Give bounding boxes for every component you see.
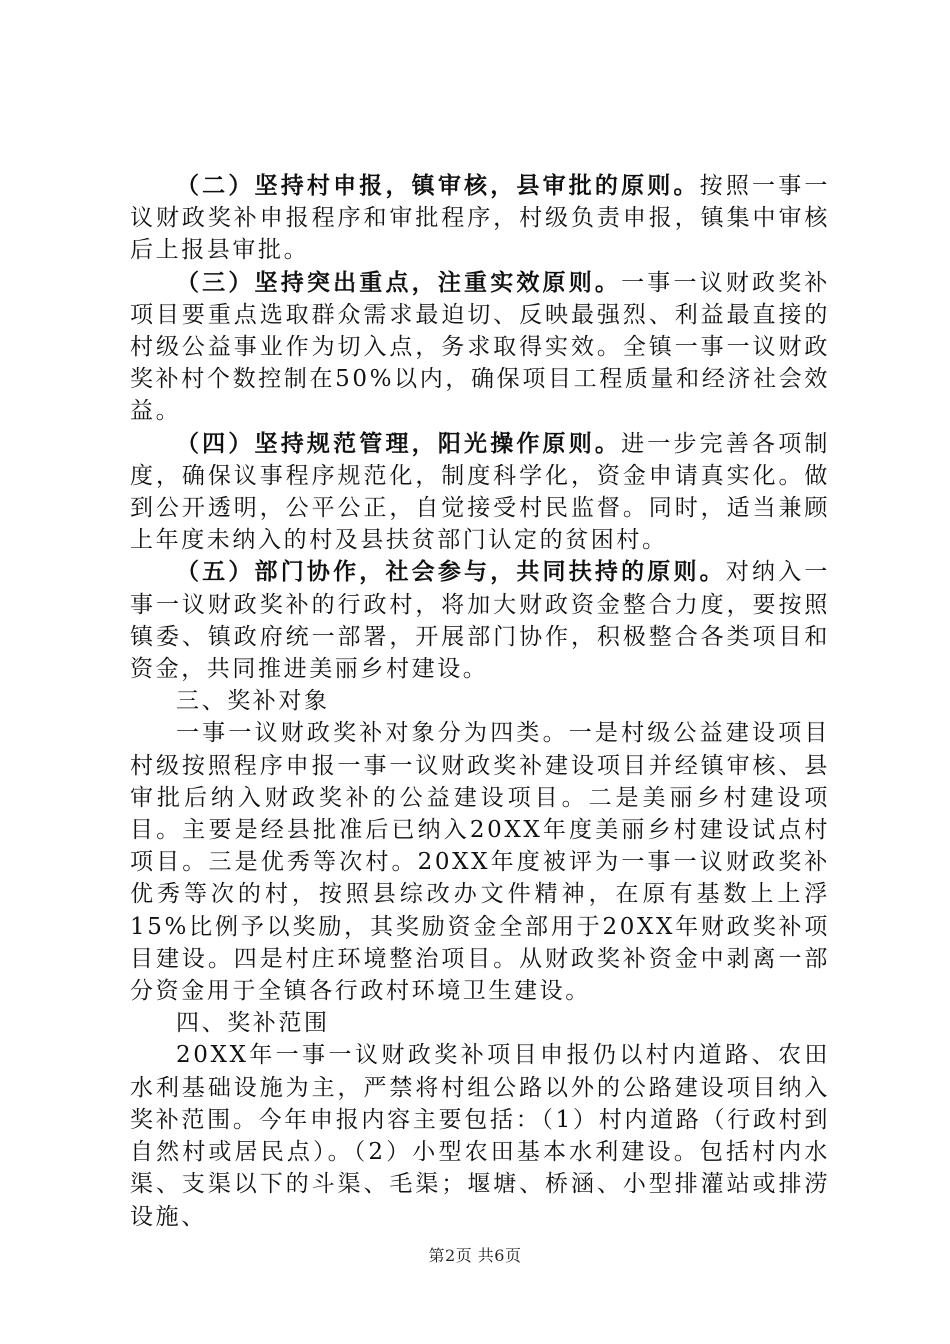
section-heading-3: 三、奖补对象 xyxy=(176,688,330,715)
principle-text-2: 按照一事一议财政奖补申报程序和审批程序，村级负责申报，镇集中审核后上报县审批。 xyxy=(130,173,831,264)
principle-heading-2: （二）坚持村申报，镇审核，县审批的原则。 xyxy=(176,172,700,199)
section-text-4: 20XX年一事一议财政奖补项目申报仍以村内道路、农田水利基础设施为主，严禁将村组公路以外的公路建设项目纳入奖补范围。今年申报内容主要包括：（1）村内道路（行政村到自然村或居民点）。（2）小型农田基本水利建设。包括村内水渠、支渠以下的斗渠、毛渠；堰塘、桥涵、小型排灌站或排涝设施、 xyxy=(130,1042,830,1230)
principle-heading-4: （四）坚持规范管理，阳光操作原则。 xyxy=(176,429,622,457)
section-text-3: 一事一议财政奖补对象分为四类。一是村级公益建设项目村级按照程序申报一事一议财政奖补建设项目并经镇审核、县审批后纳入财政奖补的公益建设项目。二是美丽乡村建设项目。主要是经县批准后已纳入20XX年度美丽乡村建设试点村项目。三是优秀等次村。20XX年度被评为一事一议财政奖补优秀等次的村，按照县综改办文件精神，在原有基数上上浮15%比例予以奖励，其奖励资金全部用于20XX年财政奖补项目建设。四是村庄环境整治项目。从财政奖补资金中剥离一部分资金用于全镇各行政村环境卫生建设。 xyxy=(130,720,830,1005)
principle-paragraph-2 xyxy=(130,170,830,267)
principle-heading-5: （五）部门协作，社会参与，共同扶持的原则。 xyxy=(176,558,726,586)
principle-heading-3: （三）坚持突出重点，注重实效原则。 xyxy=(176,268,622,296)
section-heading-4: 四、奖补范围 xyxy=(176,1010,330,1037)
principle-paragraph-5 xyxy=(130,556,830,685)
principle-text-4: 进一步完善各项制度，确保议事程序规范化，制度科学化，资金申请真实化。做到公开透明，公平公正，自觉接受村民监督。同时，适当兼顾上年度未纳入的村及县扶贫部门认定的贫困村。 xyxy=(130,430,830,554)
principle-paragraph-3 xyxy=(130,267,830,428)
principle-paragraph-4 xyxy=(130,428,830,557)
document-body xyxy=(130,170,830,1233)
principle-text-3: 一事一议财政奖补项目要重点选取群众需求最迫切、反映最强烈、利益最直接的村级公益事业作为切入点，务求取得实效。全镇一事一议财政奖补村个数控制在50%以内，确保项目工程质量和经济社会效益。 xyxy=(130,269,830,425)
page-number-footer: 第2页 共6页 xyxy=(428,1246,522,1265)
principle-text-5: 对纳入一事一议财政奖补的行政村，将加大财政资金整合力度，要按照镇委、镇政府统一部署，开展部门协作，积极整合各类项目和资金，共同推进美丽乡村建设。 xyxy=(130,559,830,683)
